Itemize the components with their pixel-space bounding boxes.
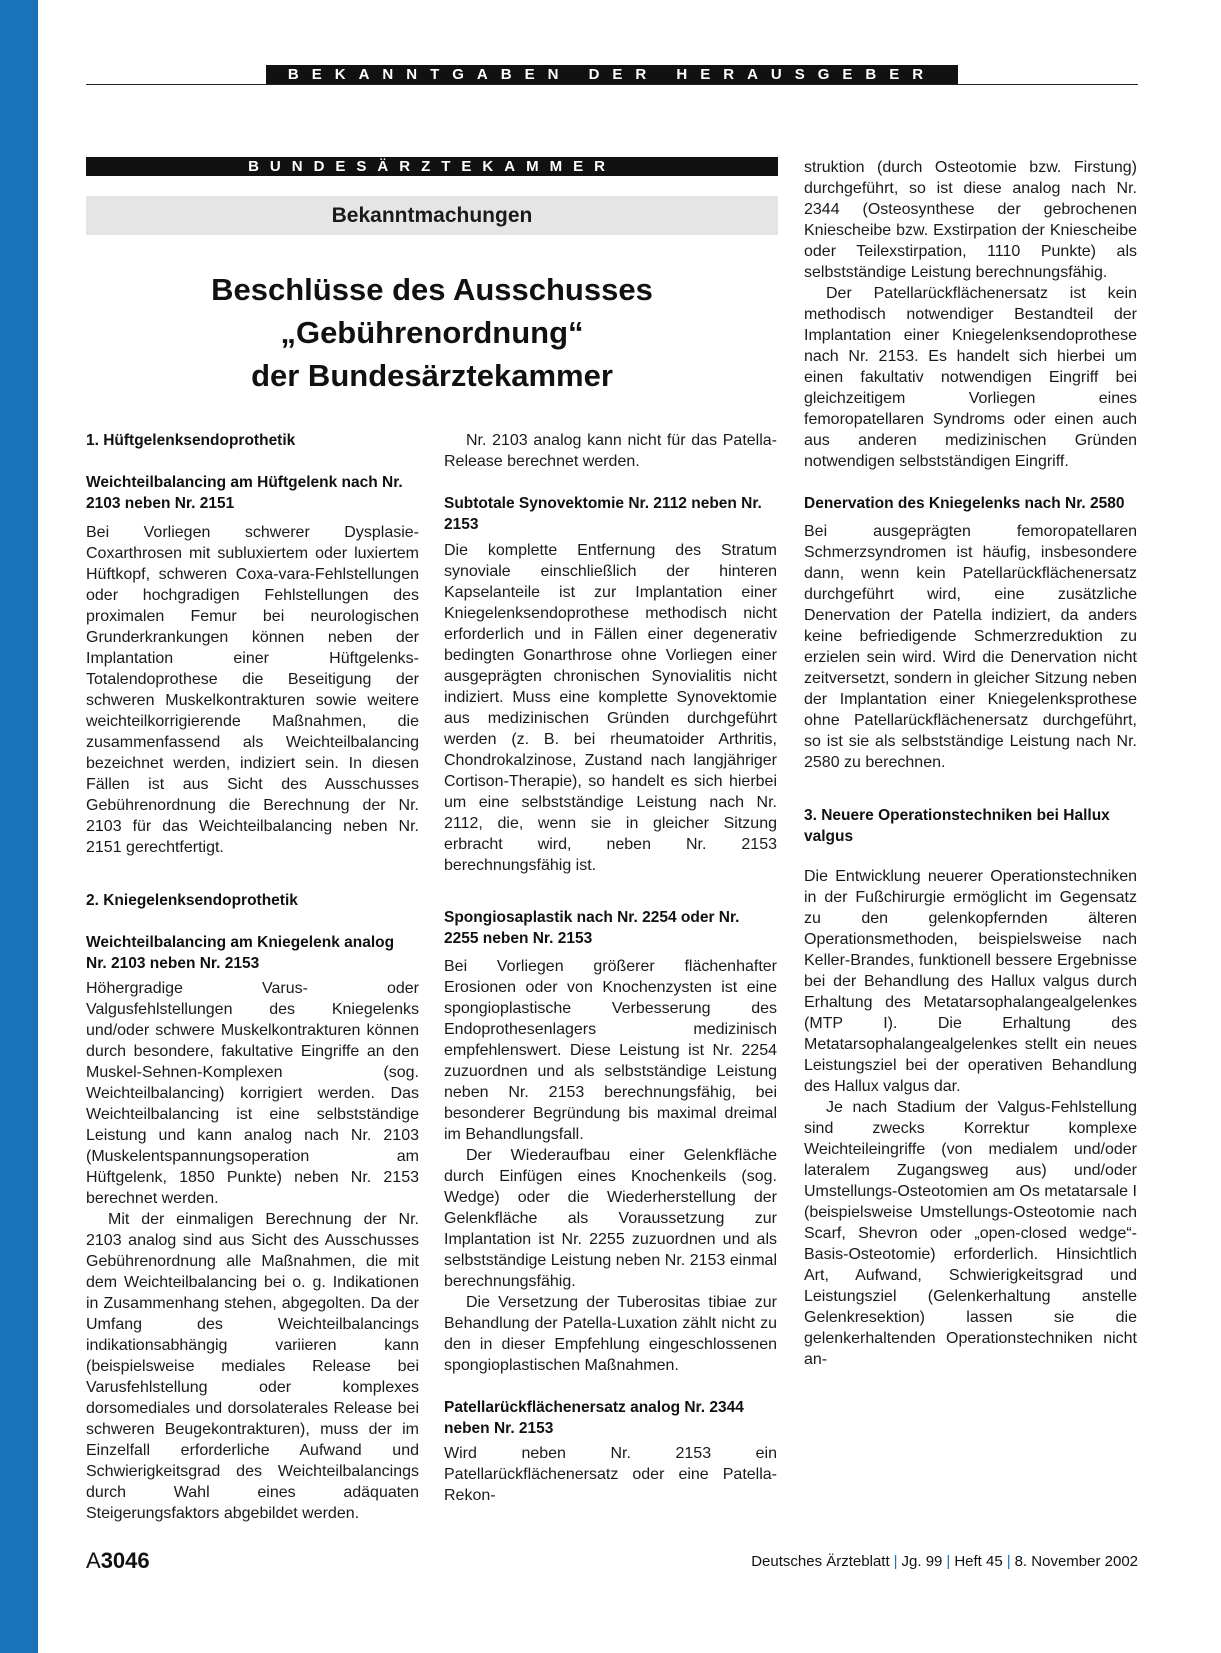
- paragraph-patella-reconstruction: struktion (durch Osteotomie bzw. Firstung) durchgeführt, so ist diese analog nach Nr. 2344 (Osteosynthese der gebrochenen Kniescheibe bzw. Exstirpation der Kniescheibe oder Teilexstirpation, 1110 Punkte) als selbstständige Leistung berechnungsfähig.: [804, 159, 1137, 281]
- journal-issue: Heft 45: [954, 1553, 1003, 1570]
- column-3: [804, 157, 1137, 1370]
- paragraph-hallux-correction: Je nach Stadium der Valgus-Fehlstellung sind zwecks Korrektur komplexe Weichteileingriffe (von medialem und/oder lateralem Zugangsweg aus) und/oder Umstellungs-Osteotomien am Os metatarsale I (beispielsweise Umstellungs-Osteotomie nach Scarf, Shevron oder „open-closed wedge“-Basis-Osteotomie) erforderlich. Hinsichtlich Art, Aufwand, Schwierigkeitsgrad und Leistungsziel (Gelenkerhaltung anstelle Gelenkresektion) lassen sie die gelenkerhaltenden Operationstechniken nicht an-: [804, 1099, 1137, 1368]
- paragraph-hallux-techniques: Die Entwicklung neuerer Operationstechniken in der Fußchirurgie ermöglicht im Gegensatz zu den gelenkopfernden älteren Operationsmethoden, beispielsweise nach Keller-Brandes, funktionell bessere Ergebnisse bei der Behandlung des Hallux valgus durch Erhaltung des Metatarsophalangealgelenkes (MTP I). Die Erhaltung des Metatarsophalangealgelenkes stellt ein neues Leistungsziel bei der operativen Behandlung des Hallux valgus dar.: [804, 868, 1137, 1095]
- column-1: [86, 430, 419, 1524]
- page-prefix: A: [86, 1548, 101, 1573]
- heading-knee-endoprosthetics: 2. Kniegelenksendoprothetik: [86, 892, 298, 909]
- paragraph-wedge: Der Wiederaufbau einer Gelenkfläche durch Einfügen eines Knochenkeils (sog. Wedge) oder die Wiederherstellung der Gelenkfläche als Voraussetzung zur Implantation ist Nr. 2255 zuzuordnen und als selbstständige Leistung neben Nr. 2153 einmal berechnungsfähig.: [444, 1147, 777, 1290]
- article-title: [86, 268, 778, 397]
- heading-denervation: Denervation des Kniegelenks nach Nr. 2580: [804, 495, 1125, 512]
- header-rule: [86, 84, 1138, 85]
- left-color-stripe: [0, 0, 38, 1653]
- column-2: [444, 430, 777, 1506]
- section-band: BUNDESÄRZTEKAMMER: [86, 157, 778, 176]
- heading-hip-soft-tissue: Weichteilbalancing am Hüftgelenk nach Nr. 2103 neben Nr. 2151: [86, 474, 403, 512]
- heading-spongiosaplasty: Spongiosaplastik nach Nr. 2254 oder Nr. 2255 neben Nr. 2153: [444, 909, 740, 947]
- page-number-value: 3046: [100, 1548, 150, 1573]
- paragraph-denervation: Bei ausgeprägten femoropatellaren Schmerzsyndromen ist häufig, insbesondere dann, wenn kein Patellarückflächenersatz durchgeführt wird, eine zusätzliche Denervation der Patella indiziert, da anders keine befriedigende Schmerzreduktion zu erzielen sein wird. Wird die Denervation nicht zeitversetzt, sondern in gleicher Sitzung neben der Implantation einer Kniegelenksprothese ohne Patellarückflächenersatz durchgeführt, so ist sie als selbstständige Leistung nach Nr. 2580 zu berechnen.: [804, 523, 1137, 771]
- heading-knee-soft-tissue: Weichteilbalancing am Kniegelenk analog Nr. 2103 neben Nr. 2153: [86, 934, 395, 972]
- separator: |: [893, 1553, 898, 1570]
- paragraph-tuberositas: Die Versetzung der Tuberositas tibiae zur Behandlung der Patella-Luxation zählt nicht zu den in dieser Empfehlung eingeschlossenen spongioplastischen Maßnahmen.: [444, 1294, 777, 1374]
- journal-volume: Jg. 99: [901, 1553, 943, 1570]
- heading-hip-endoprosthetics: 1. Hüftgelenksendoprothetik: [86, 432, 296, 449]
- title-line-3: der Bundesärztekammer: [251, 358, 613, 393]
- paragraph-patella-release: Nr. 2103 analog kann nicht für das Patella-Release berechnet werden.: [444, 432, 777, 470]
- paragraph-patella-optional: Der Patellarückflächenersatz ist kein methodisch notwendiger Bestandteil der Implantation einer Kniegelenksendoprothese nach Nr. 2153. Es handelt sich hierbei um einen fakultativ notwendigen Eingriff bei gleichzeitigem Vorliegen eines femoropatellaren Syndroms oder einen auch aus anderen medizinischen Gründen notwendigen selbstständigen Eingriff.: [804, 285, 1137, 470]
- heading-synovectomy: Subtotale Synovektomie Nr. 2112 neben Nr. 2153: [444, 495, 762, 533]
- journal-date: 8. November 2002: [1014, 1553, 1138, 1570]
- journal-citation: [751, 1553, 1138, 1570]
- heading-hallux-valgus: 3. Neuere Operationstechniken bei Hallux valgus: [804, 807, 1110, 845]
- paragraph-synovectomy: Die komplette Entfernung des Stratum synoviale einschließlich der hinteren Kapselanteile ist zur Implantation einer Kniegelenksendoprothese methodisch nicht erforderlich und in Fällen einer degenerativ bedingten Gonarthrose ohne Vorliegen einer ausgeprägten chronischen Synovialitis nicht indiziert. Muss eine komplette Synovektomie aus medizinischen Gründen durchgeführt werden (z. B. bei rheumatoider Arthritis, Chondrokalzinose, Zustand nach langjähriger Cortison-Therapie), so handelt es sich hierbei um eine selbstständige Leistung nach Nr. 2112, die, wenn sie in gleicher Sitzung erbracht wird, neben Nr. 2153 berechnungsfähig ist.: [444, 542, 777, 874]
- section-subtitle: Bekanntmachungen: [86, 196, 778, 235]
- paragraph-spongiosaplasty: Bei Vorliegen größerer flächenhafter Erosionen oder von Knochenzysten ist eine spongioplastische Verbesserung des Endoprothesenlagers medizinisch empfehlenswert. Diese Leistung ist Nr. 2254 zuzuordnen und als selbstständige Leistung neben Nr. 2153 berechnungsfähig, bei besonderer Begründung bis maximal dreimal im Behandlungsfall.: [444, 958, 777, 1143]
- header-band: BEKANNTGABEN DER HERAUSGEBER: [266, 65, 958, 84]
- paragraph-patella-resurfacing: Wird neben Nr. 2153 ein Patellarückflächenersatz oder eine Patella-Rekon-: [444, 1445, 777, 1504]
- heading-patella-resurfacing: Patellarückflächenersatz analog Nr. 2344 neben Nr. 2153: [444, 1399, 744, 1437]
- paragraph-knee-soft-tissue: Höhergradige Varus- oder Valgusfehlstellungen des Kniegelenks und/oder schwere Muskelkontrakturen können durch besondere, fakultative Eingriffe an den Muskel-Sehnen-Komplexen (sog. Weichteilbalancing) korrigiert werden. Das Weichteilbalancing ist eine selbstständige Leistung und kann analog nach Nr. 2103 (Muskelentspannungsoperation am Hüftgelenk, 1850 Punkte) neben Nr. 2153 berechnet werden.: [86, 980, 419, 1207]
- paragraph-knee-billing: Mit der einmaligen Berechnung der Nr. 2103 analog sind aus Sicht des Ausschusses Gebührenordnung alle Maßnahmen, die mit dem Weichteilbalancing bei o. g. Indikationen in Zusammenhang stehen, abgegolten. Da der Umfang des Weichteilbalancings indikationsabhängig variieren kann (beispielsweise mediales Release bei Varusfehlstellung oder komplexes dorsomediales und dorsolaterales Release bei schweren Beugekontrakturen), muss der im Einzelfall erforderliche Aufwand und Schwierigkeitsgrad des Weichteilbalancings durch Wahl eines adäquaten Steigerungsfaktors abgebildet werden.: [86, 1211, 419, 1522]
- page-number: [86, 1548, 150, 1574]
- title-line-2: „Gebührenordnung“: [280, 315, 584, 350]
- separator: |: [1006, 1553, 1011, 1570]
- separator: |: [946, 1553, 951, 1570]
- paragraph-hip-soft-tissue: Bei Vorliegen schwerer Dysplasie-Coxarthrosen mit subluxiertem oder luxiertem Hüftkopf, schweren Coxa-vara-Fehlstellungen oder hochgradigen Fehlstellungen des proximalen Femur bei neurologischen Grunderkrankungen können neben der Implantation einer Hüftgelenks-Totalendoprothese die Beseitigung der schweren Muskelkontrakturen sowie weitere weichteilkorrigierende Maßnahmen, die zusammenfassend als Weichteilbalancing bezeichnet werden, indiziert sein. In diesen Fällen ist aus Sicht des Ausschusses Gebührenordnung die Berechnung der Nr. 2103 für das Weichteilbalancing neben Nr. 2151 gerechtfertigt.: [86, 524, 419, 856]
- journal-name: Deutsches Ärzteblatt: [751, 1553, 890, 1570]
- title-line-1: Beschlüsse des Ausschusses: [211, 272, 653, 307]
